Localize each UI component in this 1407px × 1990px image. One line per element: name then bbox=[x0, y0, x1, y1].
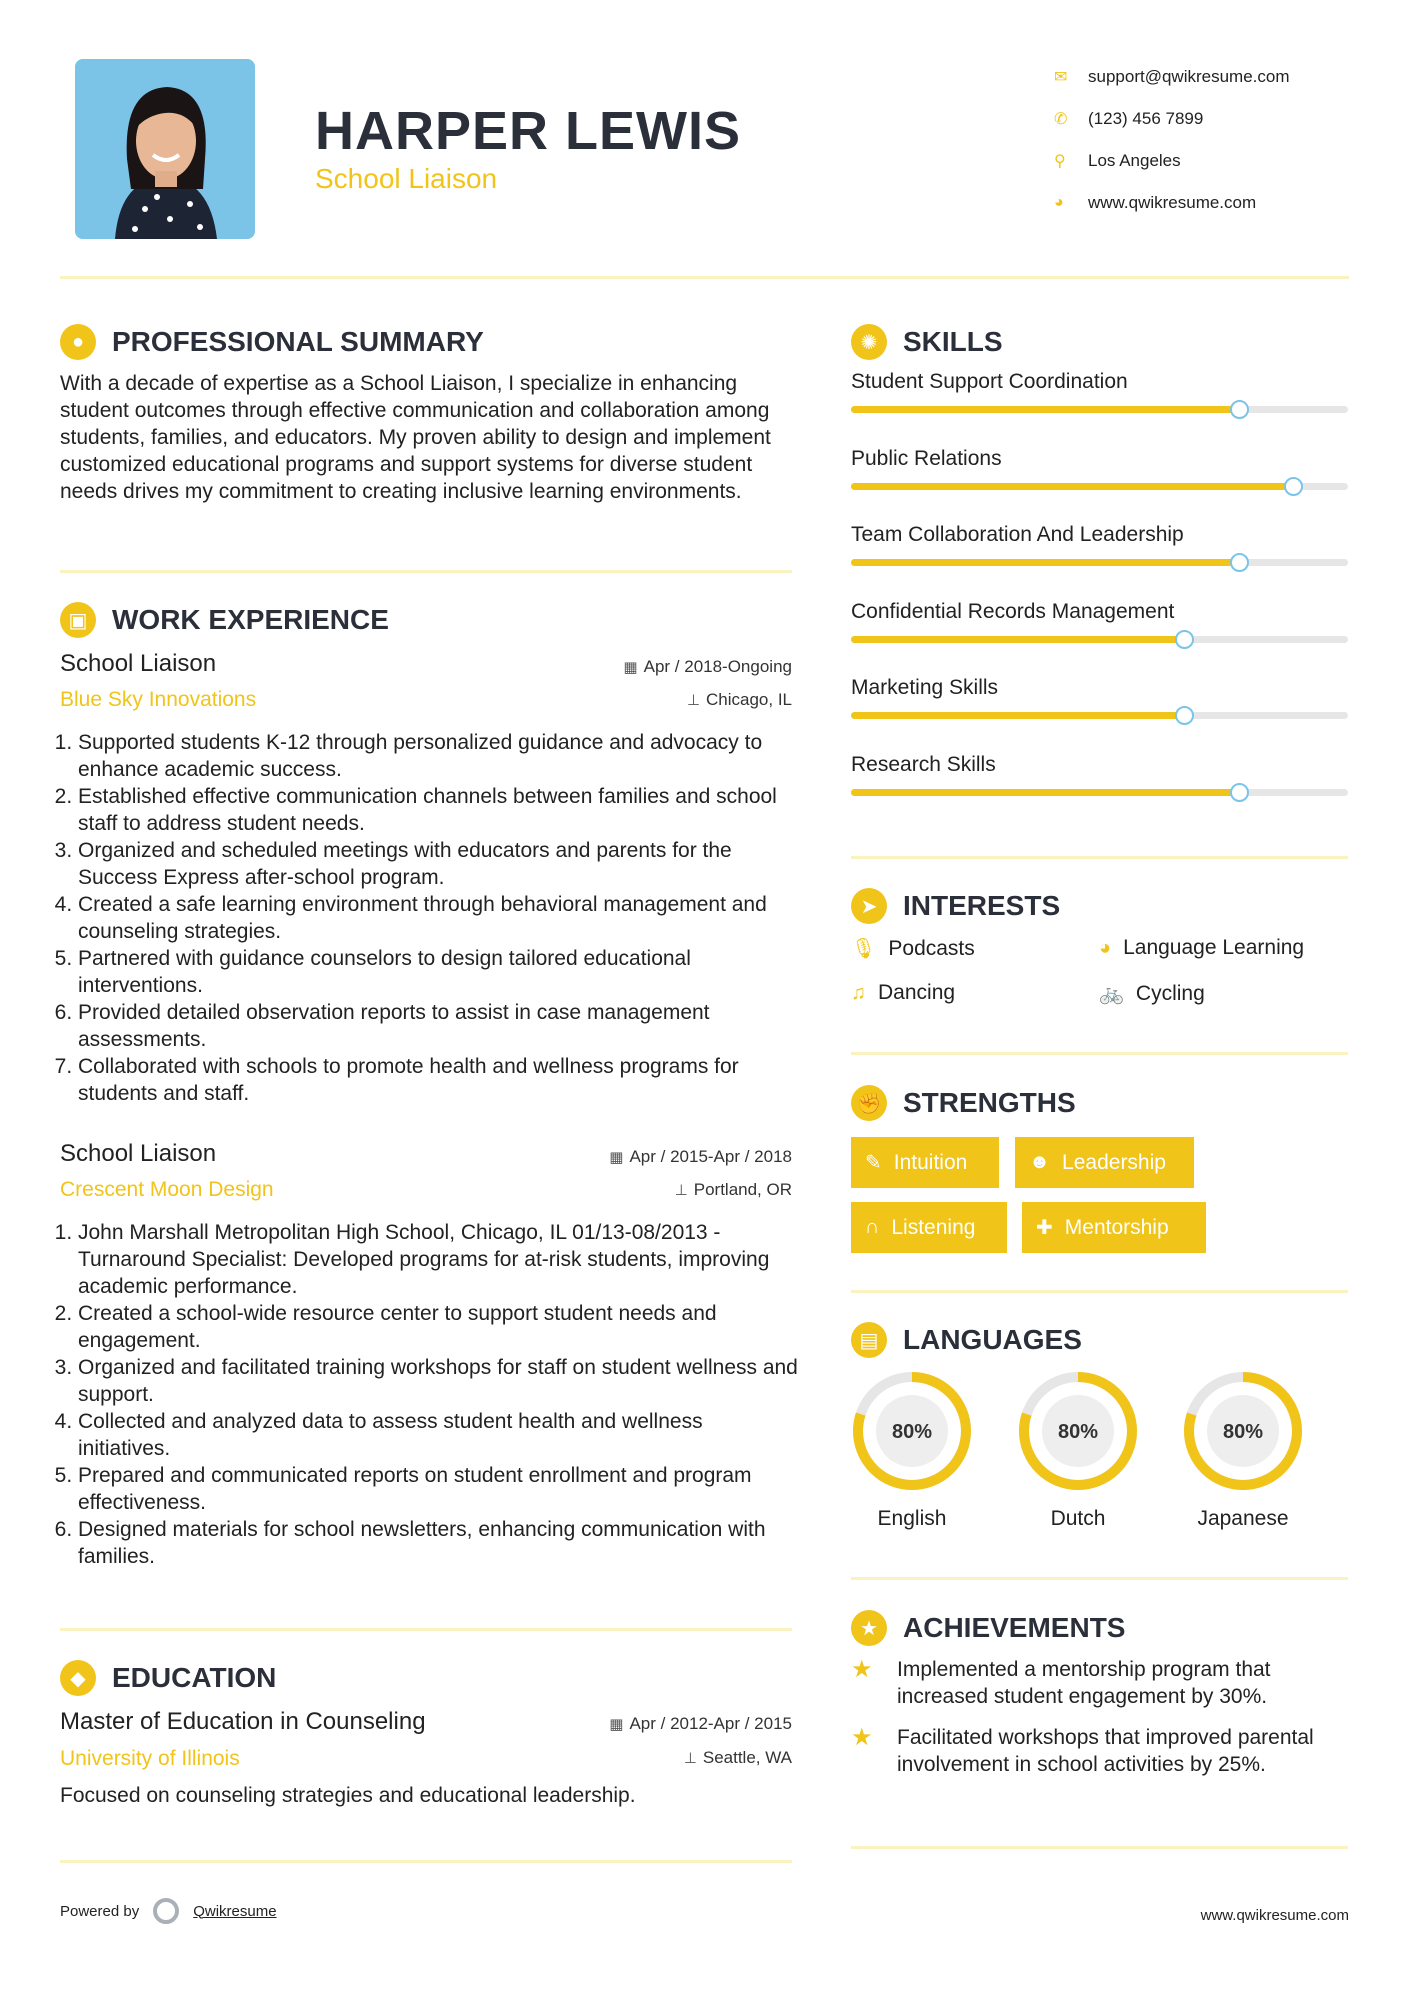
achievement-item bbox=[851, 1724, 1351, 1778]
strength-label: Mentorship bbox=[1064, 1215, 1169, 1239]
job-1-dates bbox=[623, 657, 792, 677]
strength-label: Listening bbox=[891, 1215, 976, 1239]
skill-level-knob bbox=[1230, 783, 1249, 802]
languages-title: LANGUAGES bbox=[903, 1324, 1082, 1355]
skill-name: Research Skills bbox=[851, 752, 996, 776]
list-item: 6. Provided detailed observation reports to assist in case management assessments. bbox=[78, 999, 800, 1053]
powered-by-label: Powered by bbox=[60, 1902, 140, 1920]
skill-item bbox=[851, 370, 1348, 394]
achievements-title: ACHIEVEMENTS bbox=[903, 1612, 1126, 1643]
header-divider bbox=[60, 276, 1349, 279]
strength-leadership bbox=[1015, 1137, 1194, 1188]
skill-level-knob bbox=[1230, 400, 1249, 419]
work-title: WORK EXPERIENCE bbox=[112, 604, 389, 635]
skill-bar-track bbox=[851, 406, 1348, 413]
languages-divider bbox=[851, 1577, 1348, 1580]
language-card-icon: ▤ bbox=[851, 1322, 887, 1358]
language-ring bbox=[1017, 1370, 1139, 1492]
contact-text: support@qwikresume.com bbox=[1088, 67, 1290, 86]
strengths-title: STRENGTHS bbox=[903, 1087, 1076, 1118]
skill-bar-fill bbox=[851, 789, 1239, 796]
education-location bbox=[684, 1748, 792, 1768]
contact-phone[interactable] bbox=[1050, 98, 1290, 140]
skill-bar-track bbox=[851, 636, 1348, 643]
skill-item bbox=[851, 600, 1348, 624]
bicycle-icon: 🚲 bbox=[1099, 983, 1124, 1005]
skill-bar-track bbox=[851, 789, 1348, 796]
mail-icon: ✉ bbox=[1054, 69, 1068, 86]
job-dates-text: Apr / 2018-Ongoing bbox=[643, 657, 792, 676]
job-location-text: Chicago, IL bbox=[706, 690, 792, 709]
footer-powered-by bbox=[60, 1898, 277, 1924]
language-percent: 80% bbox=[1222, 1421, 1264, 1443]
language-percent: 80% bbox=[1057, 1421, 1099, 1443]
skill-name: Public Relations bbox=[851, 446, 1002, 470]
interest-podcasts bbox=[851, 936, 975, 961]
job-1-location bbox=[687, 690, 792, 710]
language-name: English bbox=[877, 1507, 947, 1530]
job-2-company: Crescent Moon Design bbox=[60, 1178, 274, 1201]
summary-divider bbox=[60, 570, 792, 573]
strength-listening bbox=[851, 1202, 1007, 1253]
achievement-text: Implemented a mentorship program that increased student engagement by 30%. bbox=[897, 1658, 1271, 1708]
contact-email[interactable] bbox=[1050, 56, 1290, 98]
interest-label: Language Learning bbox=[1123, 936, 1305, 959]
achievement-text: Facilitated workshops that improved parental involvement in school activities by 25%. bbox=[897, 1726, 1314, 1776]
skill-bar-fill bbox=[851, 559, 1239, 566]
job-2-title: School Liaison bbox=[60, 1140, 217, 1167]
strength-mentorship bbox=[1022, 1202, 1206, 1253]
list-item: 5. Prepared and communicated reports on student enrollment and program effectiveness. bbox=[78, 1462, 800, 1516]
education-degree: Master of Education in Counseling bbox=[60, 1708, 426, 1735]
globe-icon: ◕ bbox=[1099, 936, 1112, 959]
achievement-item bbox=[851, 1656, 1351, 1710]
strength-label: Intuition bbox=[893, 1150, 968, 1174]
contact-text: Los Angeles bbox=[1088, 151, 1181, 170]
skill-level-knob bbox=[1175, 630, 1194, 649]
job-2-duties bbox=[60, 1219, 800, 1570]
interests-divider bbox=[851, 1052, 1348, 1055]
resume-header bbox=[0, 0, 1407, 280]
lightbulb-icon: ✺ bbox=[851, 324, 887, 360]
achievements-heading bbox=[851, 1610, 1125, 1646]
skills-heading bbox=[851, 324, 1003, 360]
interest-dancing bbox=[851, 981, 955, 1005]
magic-wand-icon: ✎ bbox=[865, 1152, 882, 1174]
skill-name: Confidential Records Management bbox=[851, 599, 1175, 623]
skill-bar-fill bbox=[851, 406, 1239, 413]
skill-name: Marketing Skills bbox=[851, 676, 999, 699]
list-item: 3. Organized and scheduled meetings with educators and parents for the Success Express after-school program. bbox=[78, 837, 800, 891]
strength-intuition bbox=[851, 1137, 999, 1188]
language-name: Japanese bbox=[1197, 1507, 1289, 1530]
star-icon: ★ bbox=[851, 1656, 873, 1683]
user-plus-icon: ✚ bbox=[1036, 1217, 1053, 1239]
education-heading bbox=[60, 1660, 276, 1696]
pin-icon: ⊥ bbox=[683, 1750, 697, 1767]
summary-text: With a decade of expertise as a School Liaison, I specialize in enhancing student outcomes through effective communication and collaboration among students, families, and educators. My proven ability to design and implement customized educational programs and support systems for diverse student needs drives my commitment to creating inclusive learning environments. bbox=[60, 372, 771, 503]
education-dates-text: Apr / 2012-Apr / 2015 bbox=[629, 1714, 792, 1733]
language-ring bbox=[1182, 1370, 1304, 1492]
list-item: 1. Supported students K-12 through personalized guidance and advocacy to enhance academic success. bbox=[78, 729, 800, 783]
skill-bar-track bbox=[851, 712, 1348, 719]
skill-bar-fill bbox=[851, 483, 1293, 490]
interest-language-learning bbox=[1099, 936, 1304, 960]
job-location-text: Portland, OR bbox=[693, 1180, 792, 1199]
education-dates bbox=[609, 1714, 792, 1734]
fist-icon: ✊ bbox=[851, 1085, 887, 1121]
job-1-title: School Liaison bbox=[60, 650, 217, 677]
list-item: 1. John Marshall Metropolitan High School, Chicago, IL 01/13-08/2013 - Turnaround Specialist: Developed programs for at-risk students, improving academic performance. bbox=[78, 1219, 800, 1300]
education-school: University of Illinois bbox=[60, 1747, 240, 1770]
list-item: 4. Created a safe learning environment through behavioral management and counseling strategies. bbox=[78, 891, 800, 945]
summary-heading bbox=[60, 324, 484, 360]
skill-bar-fill bbox=[851, 712, 1184, 719]
language-item bbox=[1017, 1370, 1139, 1531]
calendar-icon: ▦ bbox=[623, 659, 638, 676]
interest-label: Dancing bbox=[878, 981, 956, 1004]
calendar-icon: ▦ bbox=[609, 1716, 624, 1733]
qwikresume-link[interactable]: Qwikresume bbox=[193, 1902, 277, 1920]
skill-bar-track bbox=[851, 483, 1348, 490]
job-dates-text: Apr / 2015-Apr / 2018 bbox=[629, 1147, 792, 1166]
education-location-text: Seattle, WA bbox=[702, 1748, 792, 1767]
language-name: Dutch bbox=[1050, 1507, 1106, 1530]
strengths-divider bbox=[851, 1290, 1348, 1293]
contact-text: www.qwikresume.com bbox=[1088, 193, 1257, 212]
pin-icon: ⊥ bbox=[674, 1182, 688, 1199]
skill-level-knob bbox=[1230, 553, 1249, 572]
skill-item bbox=[851, 447, 1348, 471]
education-divider bbox=[60, 1860, 792, 1863]
strengths-heading bbox=[851, 1085, 1076, 1121]
contact-website[interactable] bbox=[1050, 182, 1290, 224]
language-ring bbox=[851, 1370, 973, 1492]
pin-icon: ⊥ bbox=[686, 692, 700, 709]
work-divider bbox=[60, 1628, 792, 1631]
list-item: 3. Organized and facilitated training workshops for staff on student wellness and support. bbox=[78, 1354, 800, 1408]
microphone-icon: 🎙 bbox=[851, 938, 877, 960]
language-item bbox=[851, 1370, 973, 1531]
graduate-icon: ◆ bbox=[60, 1660, 96, 1696]
interests-heading bbox=[851, 888, 1060, 924]
skill-level-knob bbox=[1175, 706, 1194, 725]
job-1-company: Blue Sky Innovations bbox=[60, 688, 257, 711]
briefcase-icon: ▣ bbox=[60, 602, 96, 638]
map-pin-icon: ⚲ bbox=[1054, 153, 1066, 170]
paper-plane-icon: ➤ bbox=[851, 888, 887, 924]
contact-location bbox=[1050, 140, 1290, 182]
interest-label: Cycling bbox=[1135, 981, 1205, 1005]
calendar-icon: ▦ bbox=[609, 1149, 624, 1166]
languages-heading bbox=[851, 1322, 1082, 1358]
music-note-icon: ♫ bbox=[851, 981, 866, 1004]
skill-item bbox=[851, 676, 1348, 700]
footer-url[interactable]: www.qwikresume.com bbox=[1200, 1907, 1349, 1924]
strength-label: Leadership bbox=[1062, 1150, 1166, 1174]
skill-bar-track bbox=[851, 559, 1348, 566]
star-icon: ★ bbox=[851, 1610, 887, 1646]
star-icon: ★ bbox=[851, 1724, 873, 1751]
skill-bar-fill bbox=[851, 636, 1184, 643]
skill-name: Team Collaboration And Leadership bbox=[851, 523, 1184, 546]
contact-list bbox=[1050, 56, 1290, 224]
education-title: EDUCATION bbox=[112, 1662, 277, 1693]
interests-title: INTERESTS bbox=[903, 890, 1061, 921]
work-heading bbox=[60, 602, 389, 638]
job-2-location bbox=[675, 1180, 792, 1200]
skill-item bbox=[851, 753, 1348, 777]
phone-icon: ✆ bbox=[1054, 111, 1068, 128]
interest-cycling bbox=[1099, 981, 1205, 1006]
language-item bbox=[1182, 1370, 1304, 1531]
language-percent: 80% bbox=[891, 1421, 933, 1443]
list-item: 7. Collaborated with schools to promote health and wellness programs for students and staff. bbox=[78, 1053, 800, 1107]
list-item: 4. Collected and analyzed data to assess student health and wellness initiatives. bbox=[78, 1408, 800, 1462]
list-item: 2. Created a school-wide resource center to support student needs and engagement. bbox=[78, 1300, 800, 1354]
summary-title: PROFESSIONAL SUMMARY bbox=[112, 326, 484, 357]
list-item: 5. Partnered with guidance counselors to design tailored educational interventions. bbox=[78, 945, 800, 999]
globe-icon: ◕ bbox=[1054, 194, 1064, 211]
candidate-name: HARPER LEWIS bbox=[315, 101, 742, 161]
achievements-divider bbox=[851, 1846, 1348, 1849]
job-2-dates bbox=[609, 1147, 792, 1167]
contact-text: (123) 456 7899 bbox=[1088, 109, 1204, 128]
skills-divider bbox=[851, 856, 1348, 859]
skill-item bbox=[851, 523, 1348, 547]
skill-level-knob bbox=[1284, 477, 1303, 496]
job-1-duties bbox=[60, 729, 800, 1107]
qwikresume-logo-icon bbox=[153, 1898, 179, 1924]
list-item: 2. Established effective communication channels between families and school staff to address student needs. bbox=[78, 783, 800, 837]
interest-label: Podcasts bbox=[888, 936, 975, 960]
education-description: Focused on counseling strategies and educational leadership. bbox=[60, 1784, 636, 1807]
profile-photo-illustration bbox=[75, 59, 255, 239]
user-icon: ● bbox=[60, 324, 96, 360]
skill-name: Student Support Coordination bbox=[851, 370, 1128, 393]
headphones-icon: ∩ bbox=[865, 1216, 880, 1238]
profile-photo bbox=[75, 59, 255, 239]
list-item: 6. Designed materials for school newsletters, enhancing communication with families. bbox=[78, 1516, 800, 1570]
skills-title: SKILLS bbox=[903, 326, 1003, 357]
candidate-role: School Liaison bbox=[315, 163, 498, 194]
users-icon: ☻ bbox=[1029, 1151, 1051, 1173]
